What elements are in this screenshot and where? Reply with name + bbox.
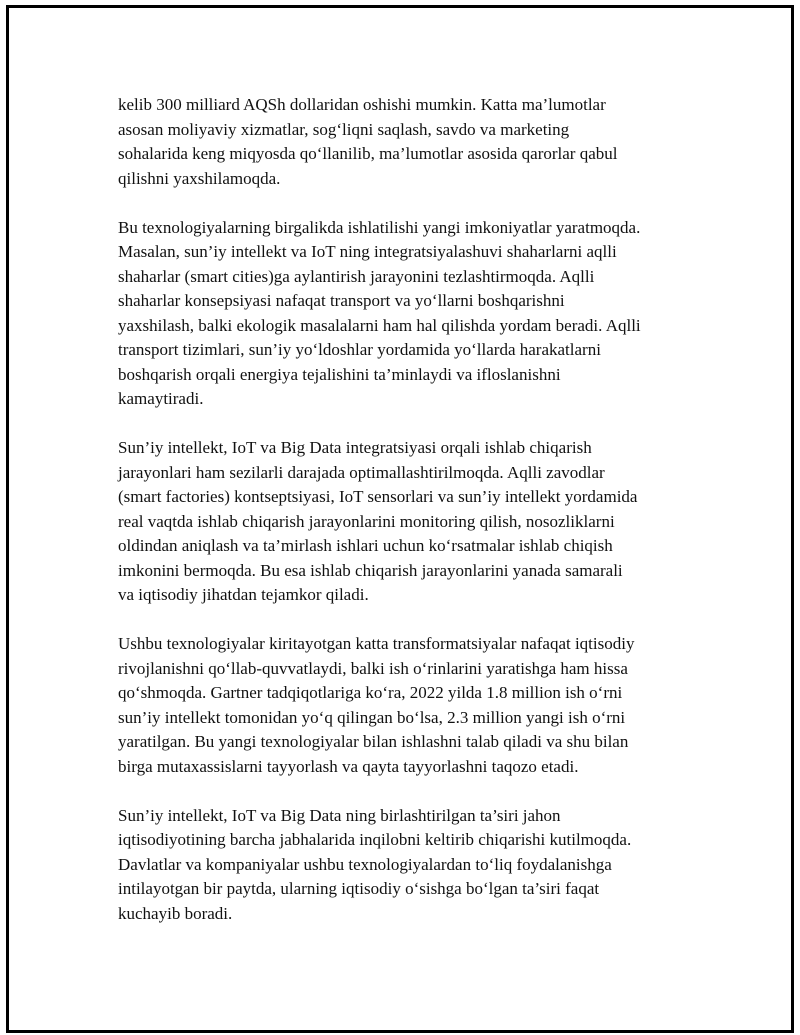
paragraph-2: Bu texnologiyalarning birgalikda ishlatilishi yangi imkoniyatlar yaratmoqda. Masalan, sun’iy intellekt va IoT ning integratsiyalashuvi shaharlarni aqlli shaharlar (smart cities)ga aylantirish jarayonini tezlashtirmoqda. Aqlli shaharlar konsepsiyasi nafaqat transport va yo‘llarni boshqarishni yaxshilash, balki ekologik masalalarni ham hal qilishda yordam beradi. Aqlli transport tizimlari, sun’iy yo‘ldoshlar yordamida yo‘llarda harakatlarni boshqarish orqali energiya tejalishini ta’minlaydi va ifloslanishni kamaytiradi.	[118, 217, 641, 408]
paragraph-4: Ushbu texnologiyalar kiritayotgan katta transformatsiyalar nafaqat iqtisodiy rivojlanishni qo‘llab-quvvatlaydi, balki ish o‘rinlarini yaratishga ham hissa qo‘shmoqda. Gartner tadqiqotlariga ko‘ra, 2022 yilda 1.8 million ish o‘rni sun’iy intellekt tomonidan yo‘q qilingan bo‘lsa, 2.3 million yangi ish o‘rni yaratilgan. Bu yangi texnologiyalar bilan ishlashni talab qiladi va shu bilan birga mutaxassislarni tayyorlash va qayta tayyorlashni taqozo etadi.	[118, 634, 635, 776]
paragraph-3: Sun’iy intellekt, IoT va Big Data integratsiyasi orqali ishlab chiqarish jarayonlari ham sezilarli darajada optimallashtirilmoqda. Aqlli zavodlar (smart factories) kontseptsiyasi, IoT sensorlari va sun’iy intellekt yordamida real vaqtda ishlab chiqarish jarayonlarini monitoring qilish, nosozliklarni oldindan aniqlash va ta’mirlash ishlari uchun ko‘rsatmalar ishlab chiqish imkonini bermoqda. Bu esa ishlab chiqarish jarayonlarini yanada samarali va iqtisodiy jihatdan tejamkor qiladi.	[118, 438, 638, 604]
document-body	[118, 93, 718, 951]
document-page	[6, 5, 794, 1033]
paragraph-5: Sun’iy intellekt, IoT va Big Data ning birlashtirilgan ta’siri jahon iqtisodiyotining barcha jabhalarida inqilobni keltirib chiqarishi kutilmoqda. Davlatlar va kompaniyalar ushbu texnologiyalardan to‘liq foydalanishga intilayotgan bir paytda, ularning iqtisodiy o‘sishga bo‘lgan ta’siri faqat kuchayib boradi.	[118, 805, 632, 923]
paragraph-1: kelib 300 milliard AQSh dollaridan oshishi mumkin. Katta ma’lumotlar asosan moliyaviy xizmatlar, sog‘liqni saqlash, savdo va marketing sohalarida keng miqyosda qo‘llanilib, ma’lumotlar asosida qarorlar qabul qilishni yaxshilamoqda.	[118, 95, 618, 188]
